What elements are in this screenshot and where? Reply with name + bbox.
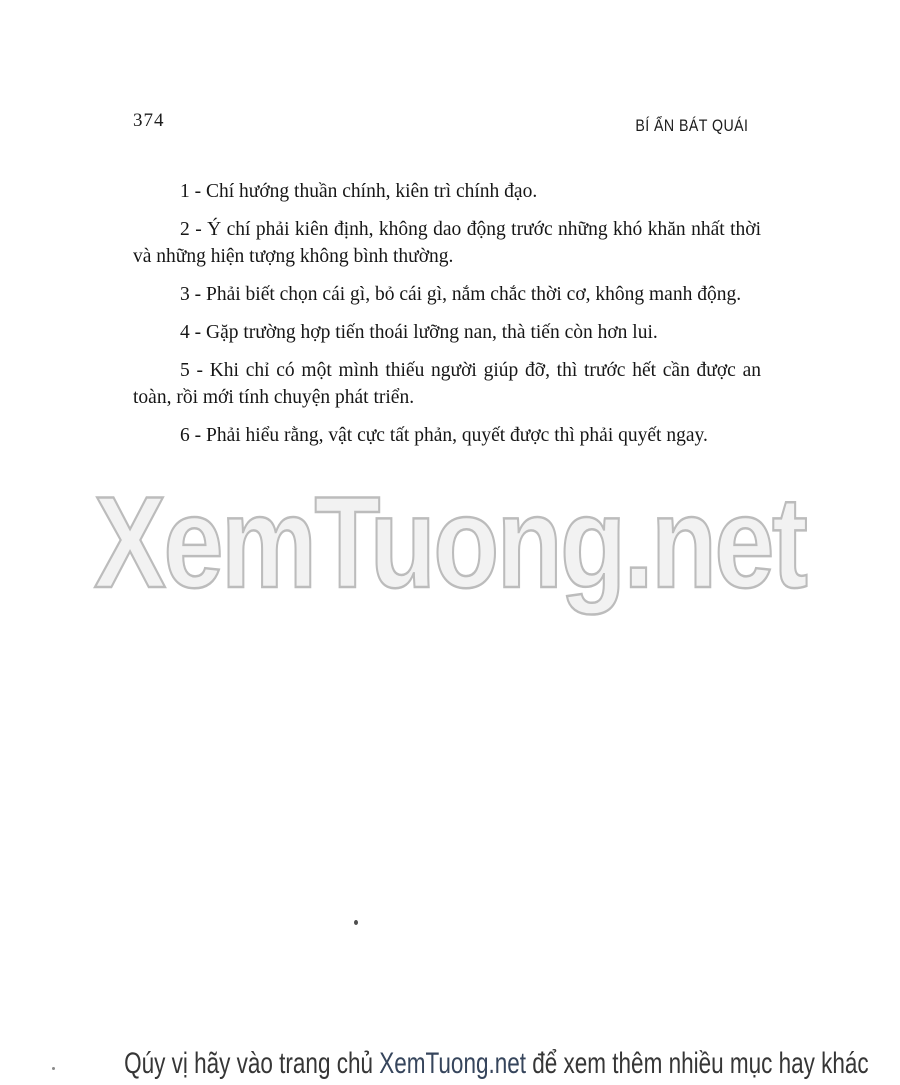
list-item-2: 2 - Ý chí phải kiên định, không dao động trước những khó khăn nhất thời và những hiện tượng không bình thường. — [133, 219, 761, 267]
list-item-4: 4 - Gặp trường hợp tiến thoái lưỡng nan, thà tiến còn hơn lui. — [180, 322, 658, 343]
list-item-1: 1 - Chí hướng thuần chính, kiên trì chính đạo. — [180, 181, 538, 202]
footer-site-link[interactable]: XemTuong.net — [379, 1047, 527, 1080]
list-item-5: 5 - Khi chỉ có một mình thiếu người giúp đỡ, thì trước hết cần được an toàn, rồi mới tính chuyện phát triển. — [133, 360, 761, 408]
footer-text-suffix: để xem thêm nhiều mục hay khác — [526, 1047, 869, 1080]
page-number: 374 — [133, 110, 165, 131]
footer-text-prefix: Qúy vị hãy vào trang chủ — [124, 1047, 380, 1080]
watermark-text: XemTuong.net — [94, 469, 806, 615]
running-header — [133, 110, 748, 136]
list-item-6: 6 - Phải hiểu rằng, vật cực tất phản, quyết được thì phải quyết ngay. — [180, 425, 708, 446]
list-item-3: 3 - Phải biết chọn cái gì, bỏ cái gì, nắm chắc thời cơ, không manh động. — [180, 284, 742, 305]
page-body — [133, 178, 761, 460]
footer-banner — [0, 1049, 900, 1079]
scan-speck — [354, 920, 358, 925]
footer-text — [124, 1049, 869, 1079]
running-header-title: BÍ ẨN BÁT QUÁI — [634, 117, 748, 135]
